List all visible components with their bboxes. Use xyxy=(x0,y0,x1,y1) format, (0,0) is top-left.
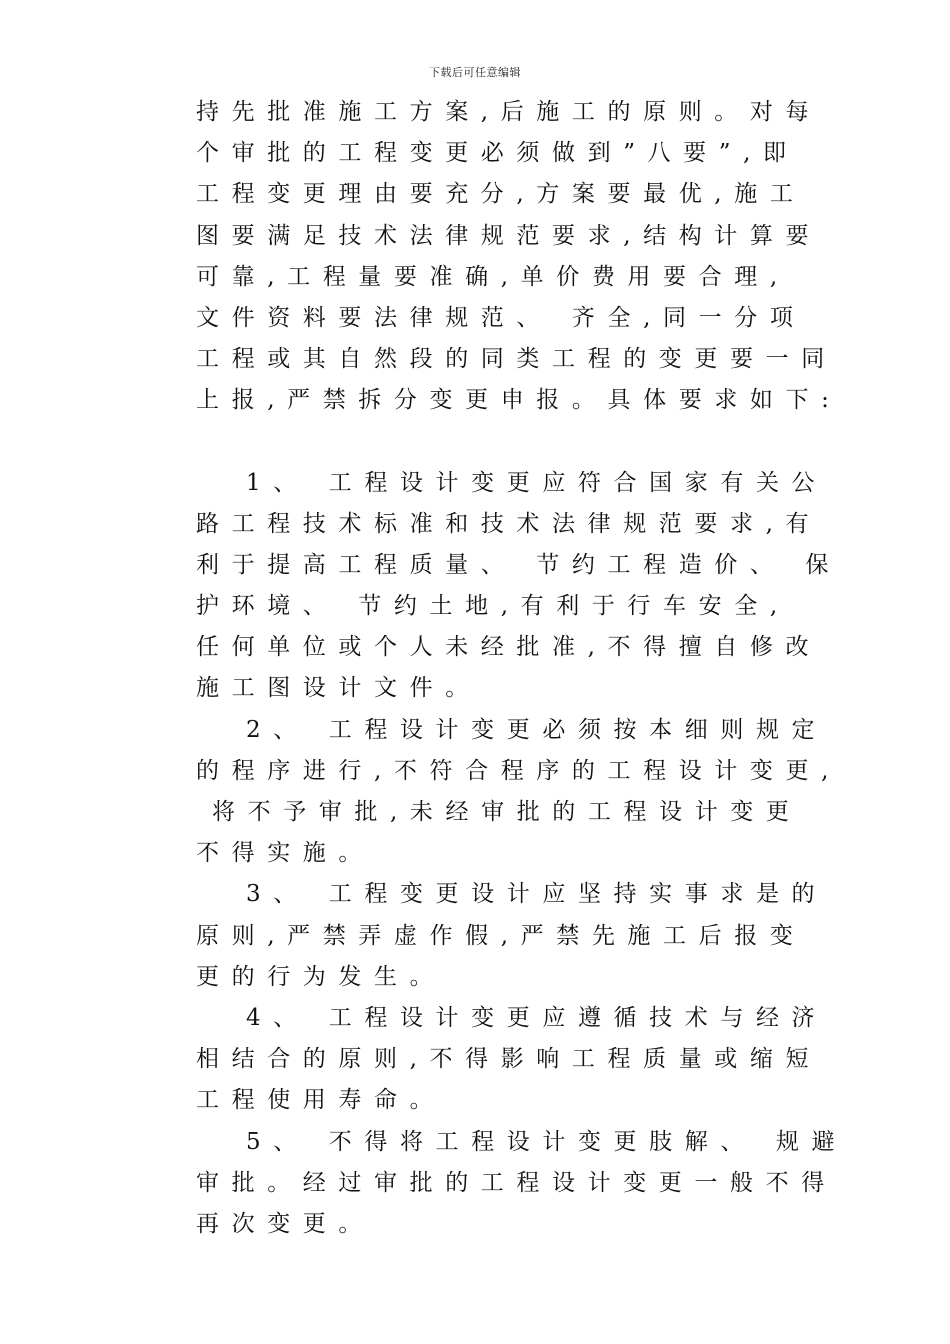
text-line: 施工图设计文件。 xyxy=(196,675,481,702)
paragraph-gap xyxy=(196,422,796,463)
item-5-paragraph xyxy=(196,1122,848,1246)
text-line: 原则,严禁弄虚作假,严禁先施工后报变 xyxy=(196,922,806,949)
text-line: 3、 工程变更设计应坚持实事求是的 xyxy=(246,881,828,908)
text-line: 审批。经过审批的工程设计变更一般不得 xyxy=(196,1169,837,1196)
text-line: 不得实施。 xyxy=(196,840,374,867)
item-2-paragraph xyxy=(196,710,842,875)
text-line: 图要满足技术法律规范要求,结构计算要 xyxy=(196,222,822,249)
text-line: 4、 工程设计变更应遵循技术与经济 xyxy=(246,1004,828,1031)
intro-paragraph xyxy=(196,92,842,422)
text-line: 护环境、 节约土地,有利于行车安全, xyxy=(196,593,790,620)
text-line: 上报,严禁拆分变更申报。具体要求如下: xyxy=(196,387,842,414)
text-line: 工程或其自然段的同类工程的变更要一同 xyxy=(196,346,837,373)
text-line: 再次变更。 xyxy=(196,1210,374,1237)
text-line: 相结合的原则,不得影响工程质量或缩短 xyxy=(196,1046,822,1073)
item-4-paragraph xyxy=(196,998,828,1122)
item-3-paragraph xyxy=(196,874,828,998)
text-line: 工程使用寿命。 xyxy=(196,1087,446,1114)
text-line: 利于提高工程质量、 节约工程造价、 保 xyxy=(196,551,842,578)
text-line: 5、 不得将工程设计变更肢解、 规避 xyxy=(246,1128,848,1155)
text-line: 将不予审批,未经审批的工程设计变更 xyxy=(212,799,802,825)
text-line: 1、 工程设计变更应符合国家有关公 xyxy=(246,469,828,496)
text-line: 路工程技术标准和技术法律规范要求,有 xyxy=(196,510,822,537)
text-line: 2、 工程设计变更必须按本细则规定 xyxy=(246,716,828,743)
text-line: 可靠,工程量要准确,单价费用要合理, xyxy=(196,263,790,290)
text-line: 文件资料要法律规范、 齐全,同一分项 xyxy=(196,304,806,331)
text-line: 更的行为发生。 xyxy=(196,963,446,990)
item-1-paragraph xyxy=(196,463,842,710)
text-line: 持先批准施工方案,后施工的原则。对每 xyxy=(196,99,822,125)
text-line: 的程序进行,不符合程序的工程设计变更, xyxy=(196,757,842,784)
document-body xyxy=(196,92,848,1245)
text-line: 个审批的工程变更必须做到”八要”,即 xyxy=(196,140,799,167)
page-header: 下载后可任意编辑 xyxy=(429,66,521,79)
text-line: 任何单位或个人未经批准,不得擅自修改 xyxy=(196,634,822,661)
text-line: 工程变更理由要充分,方案要最优,施工 xyxy=(196,181,806,208)
